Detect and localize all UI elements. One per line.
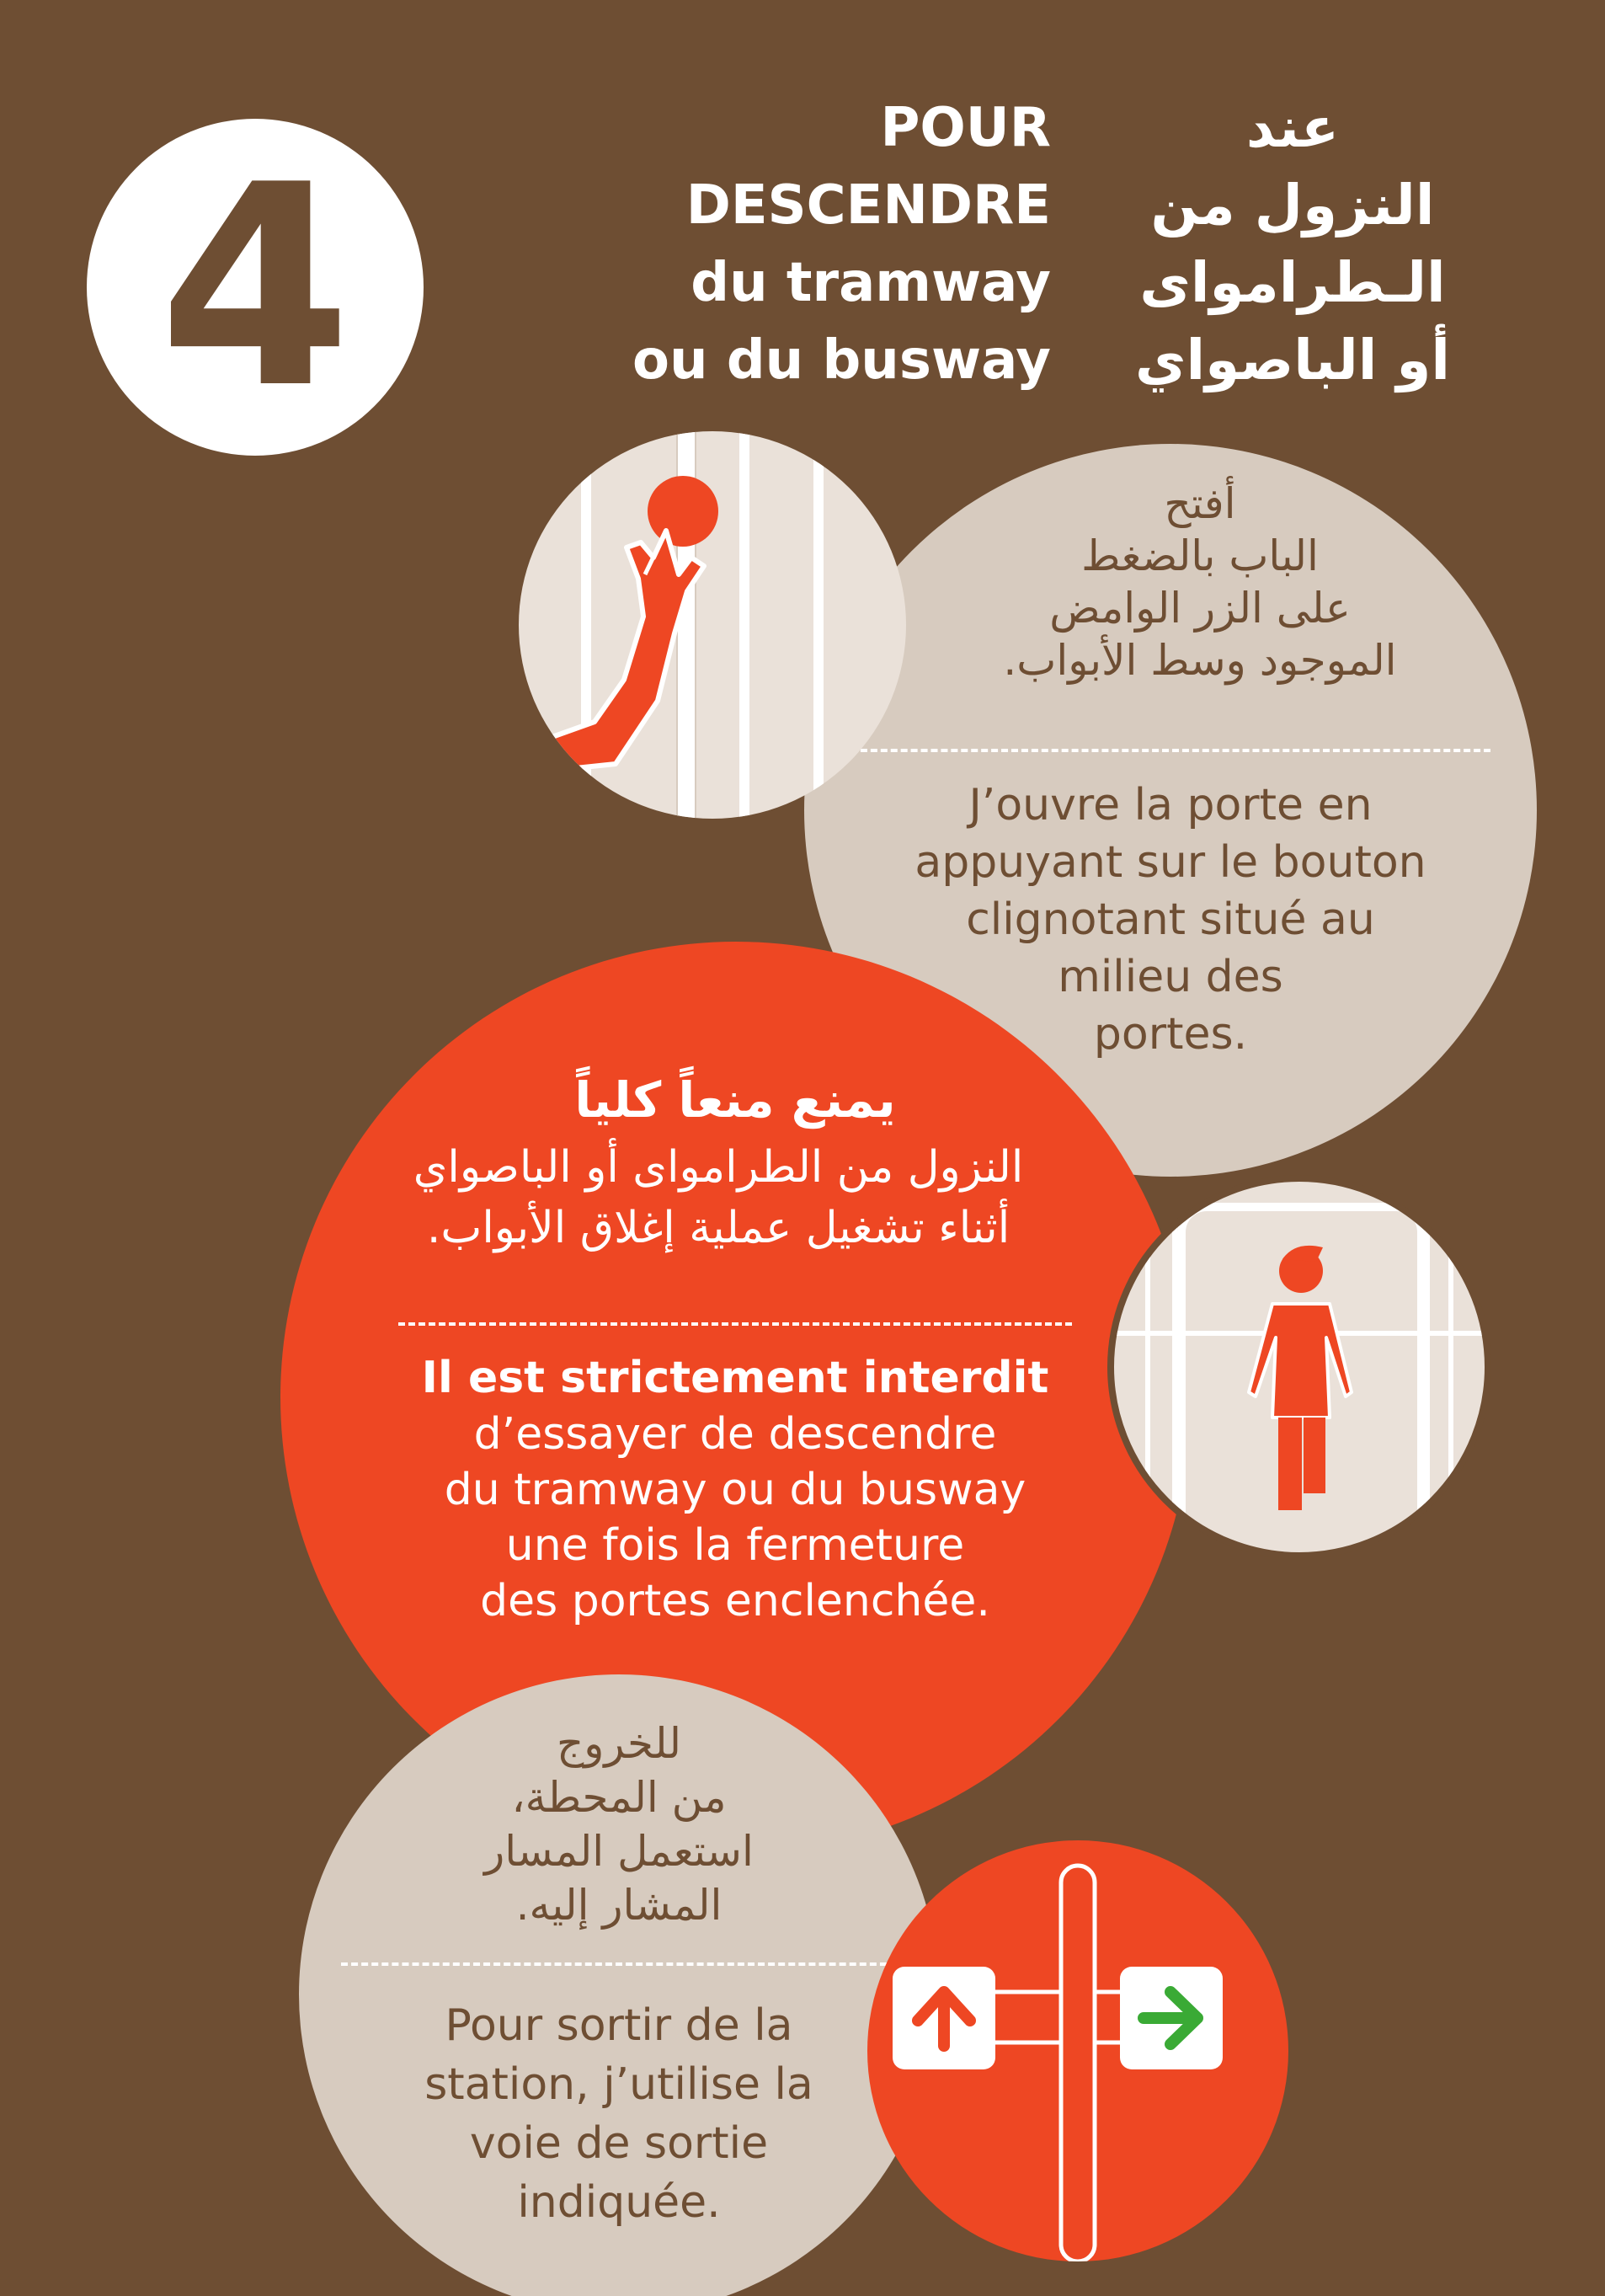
warning-heading-arabic: يمنع منعاً كلياً [574,1071,896,1129]
divider [398,1322,1072,1326]
step-number: 4 [158,125,352,449]
divider [341,1962,897,1966]
warning-text-french: d’essayer de descendre du tramway ou du busway une fois la fermeture des portes enclenchée. [444,1409,1026,1626]
title-arabic: عند النزول من الـطراموای أو الباصواي [1134,95,1451,392]
warning-heading-french: Il est strictement interdit [421,1353,1049,1403]
exit-station-text-arabic: للخروج من المحطة، استعمل المسار المشار إليه. [484,1719,754,1930]
warning-text-arabic: النزول من الطراموای أو الباصواي أثناء تشغيل عملية إغلاق الأبواب. [413,1142,1024,1253]
up-arrow-icon [909,1984,978,2053]
open-door-text-arabic: أفتح الباب بالضغط على الزر الوامض الموجود وسط الأبواب. [1003,479,1397,685]
divider [850,749,1490,752]
title-french: POUR DESCENDRE du tramway ou du busway [632,97,1051,392]
exit-station-text-french: Pour sortir de la station, j’utilise la voie de sortie indiquée. [424,2000,813,2228]
exit-station-info-panel [299,1674,939,2296]
step-number-badge [87,119,424,456]
open-door-text-french: J’ouvre la porte en appuyant sur le bouton clignotant situé au milieu des portes. [914,780,1426,1060]
hand-press-button-icon [519,431,906,819]
right-arrow-icon [1137,1984,1206,2053]
exit-sign-illustration [867,1840,1288,2261]
person-exiting-illustration [1107,1175,1491,1559]
door-button-illustration [519,431,906,819]
person-exiting-door-icon [1114,1182,1485,1552]
